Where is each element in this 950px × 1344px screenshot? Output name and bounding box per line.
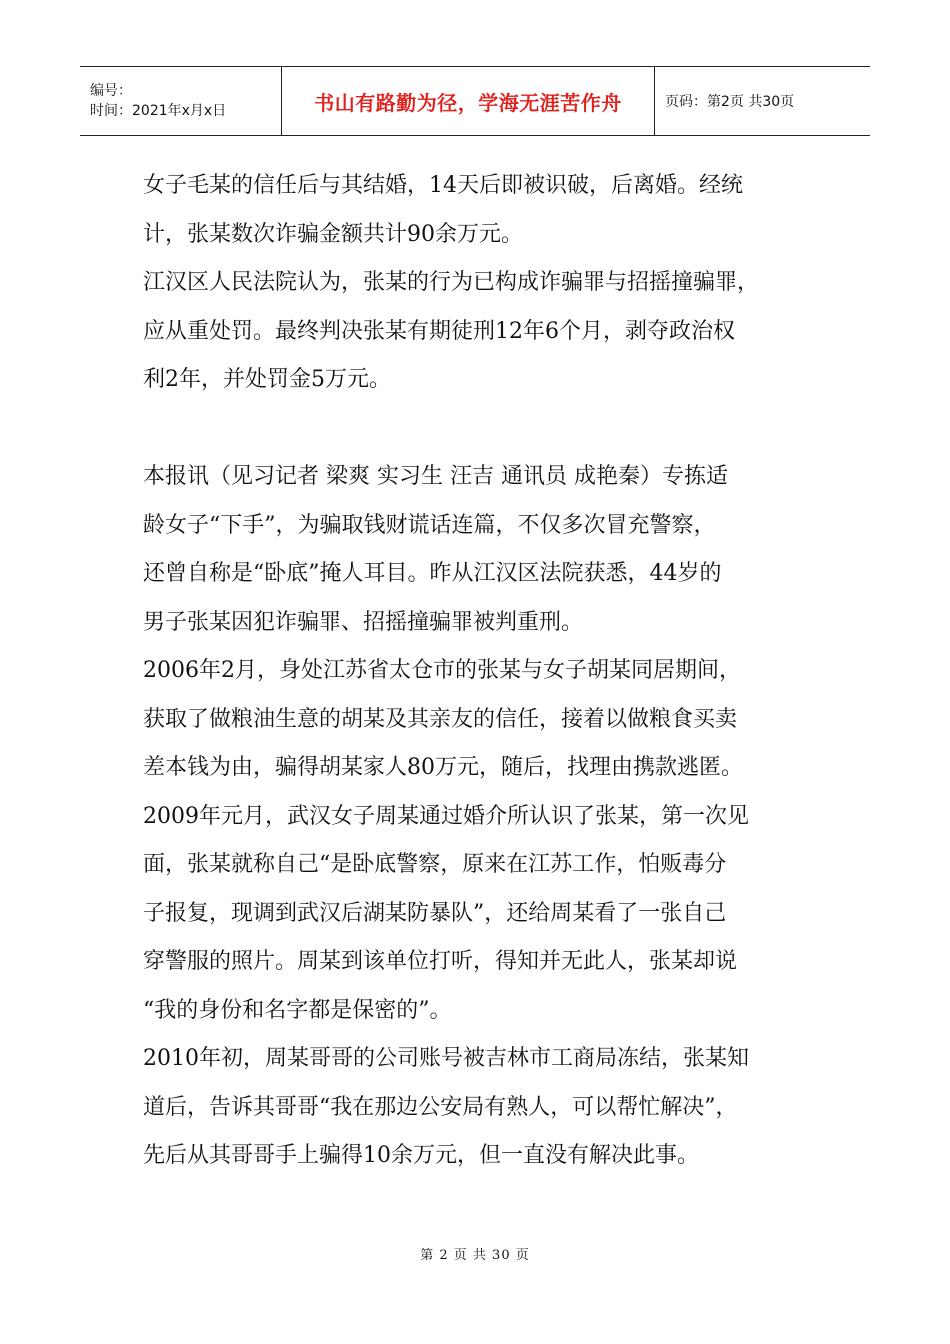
text-line: 道后，告诉其哥哥“我在那边公安局有熟人，可以帮忙解决”， [143,1094,738,1120]
text-line: 应从重处罚。最终判决张某有期徒刑12年6个月，剥夺政治权 [143,318,735,344]
text-line: 还曾自称是“卧底”掩人耳目。昨从江汉区法院获悉，44岁的 [143,561,722,586]
serial-label: 编号： [90,83,132,99]
header-motto: 书山有路勤为径，学海无涯苦作舟 [314,90,622,115]
header-motto-cell [282,67,655,135]
text-line: 计，张某数次诈骗金额共计90余万元。 [143,221,523,247]
text-line: 穿警服的照片。周某到该单位打听，得知并无此人，张某却说 [143,949,738,974]
text-line: 男子张某因犯诈骗罪、招摇撞骗罪被判重刑。 [143,609,584,635]
header-meta-cell [80,67,282,135]
text-line: 江汉区人民法院认为，张某的行为已构成诈骗罪与招摇撞骗罪， [143,270,760,295]
text-line: 先后从其哥哥手上骗得10余万元，但一直没有解决此事。 [143,1143,699,1168]
header-table [80,66,870,136]
text-line: 2006年2月，身处江苏省太仓市的张某与女子胡某同居期间， [143,658,741,683]
header-page-cell [655,67,870,135]
text-line: “我的身份和名字都是保密的”。 [143,997,452,1023]
text-line: 子报复，现调到武汉后湖某防暴队”，还给周某看了一张自己 [143,900,727,926]
text-line: 2009年元月，武汉女子周某通过婚介所认识了张某，第一次见 [143,803,749,829]
text-line: 利2年，并处罚金5万元。 [143,367,391,392]
text-line: 面，张某就称自己“是卧底警察，原来在江苏工作，怕贩毒分 [143,852,727,877]
text-line: 女子毛某的信任后与其结婚，14天后即被识破，后离婚。经统 [143,173,743,198]
text-line: 2010年初，周某哥哥的公司账号被吉林市工商局冻结，张某知 [143,1046,749,1071]
text-line: 差本钱为由，骗得胡某家人80万元，随后，找理由携款逃匿。 [143,755,743,780]
text-line: 龄女子“下手”，为骗取钱财谎话连篇，不仅多次冒充警察， [143,512,716,538]
text-line: 获取了做粮油生意的胡某及其亲友的信任，接着以做粮食买卖 [143,706,738,732]
date-label: 时间：2021年x月x日 [90,103,227,119]
text-line: 本报讯（见习记者 梁爽 实习生 汪吉 通讯员 成艳秦）专拣适 [143,464,728,489]
blank-line [143,405,813,454]
header-page-info: 页码：第2页 共30页 [665,94,795,110]
page-footer: 第 2 页 共 30 页 [420,1248,530,1263]
document-body [143,162,813,1181]
